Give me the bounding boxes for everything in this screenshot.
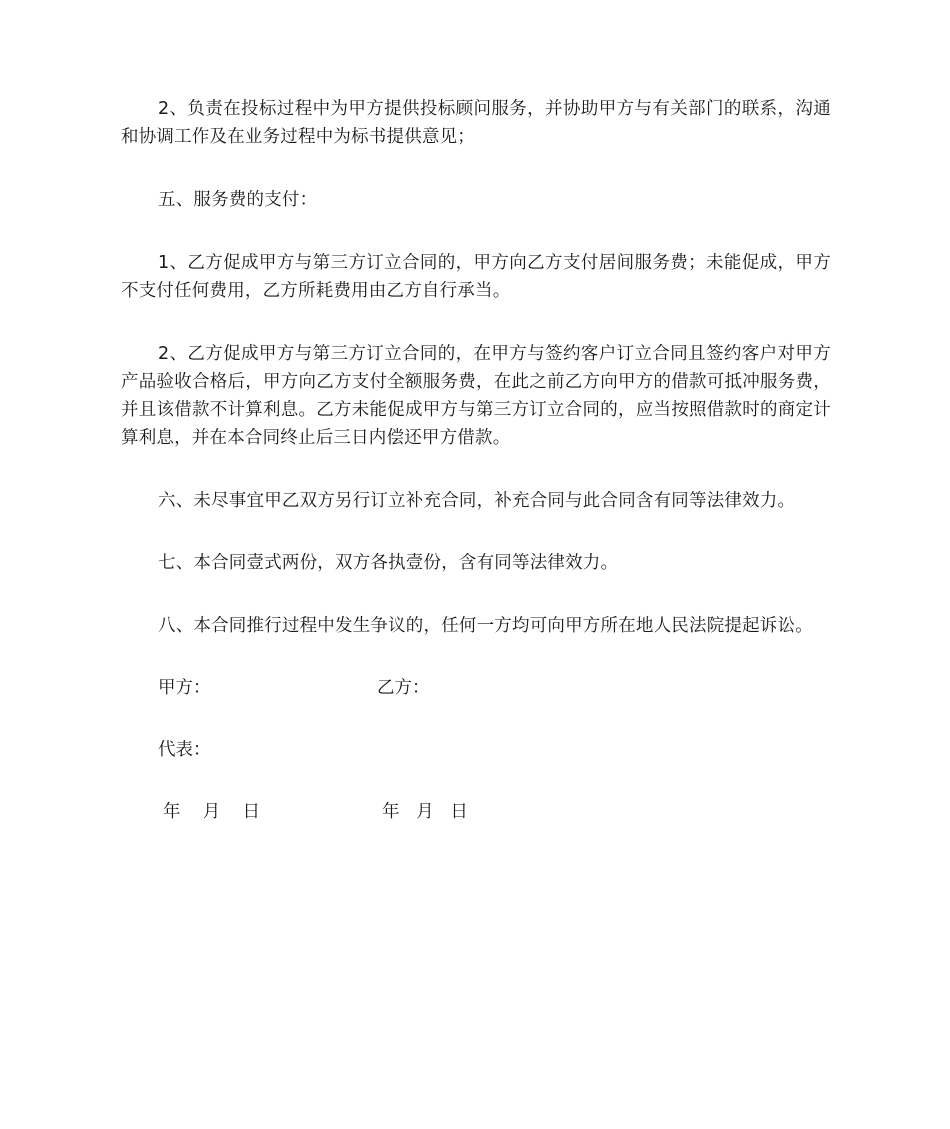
clause-paragraph: 2、乙方促成甲方与第三方订立合同的，在甲方与签约客户订立合同且签约客户对甲方产品验收合格后，甲方向乙方支付全额服务费，在此之前乙方向甲方的借款可抵冲服务费，并且该借款不计算利息。乙方未能促成甲方与第三方订立合同的，应当按照借款时的商定计算利息，并在本合同终止后三日内偿还甲方借款。 xyxy=(121,344,831,448)
clause-paragraph: 1、乙方促成甲方与第三方订立合同的，甲方向乙方支付居间服务费；未能促成，甲方不支付任何费用，乙方所耗费用由乙方自行承当。 xyxy=(121,253,831,301)
clause-paragraph: 2、负责在投标过程中为甲方提供投标顾问服务，并协助甲方与有关部门的联系，沟通和协调工作及在业务过程中为标书提供意见； xyxy=(121,99,831,147)
date-party-b: 年 月 日 xyxy=(382,802,468,822)
party-a-label: 甲方： xyxy=(158,678,211,698)
section-heading: 六、未尽事宜甲乙双方另行订立补充合同，补充合同与此合同含有同等法律效力。 xyxy=(158,491,796,511)
party-b-label: 乙方： xyxy=(377,678,430,698)
section-heading: 七、本合同壹式两份，双方各执壹份，含有同等法律效力。 xyxy=(158,553,619,573)
section-heading: 八、本合同推行过程中发生争议的，任何一方均可向甲方所在地人民法院提起诉讼。 xyxy=(158,616,813,636)
date-party-a: 年 月 日 xyxy=(163,802,261,822)
representative-label: 代表： xyxy=(158,740,211,760)
section-heading: 五、服务费的支付： xyxy=(158,190,318,210)
